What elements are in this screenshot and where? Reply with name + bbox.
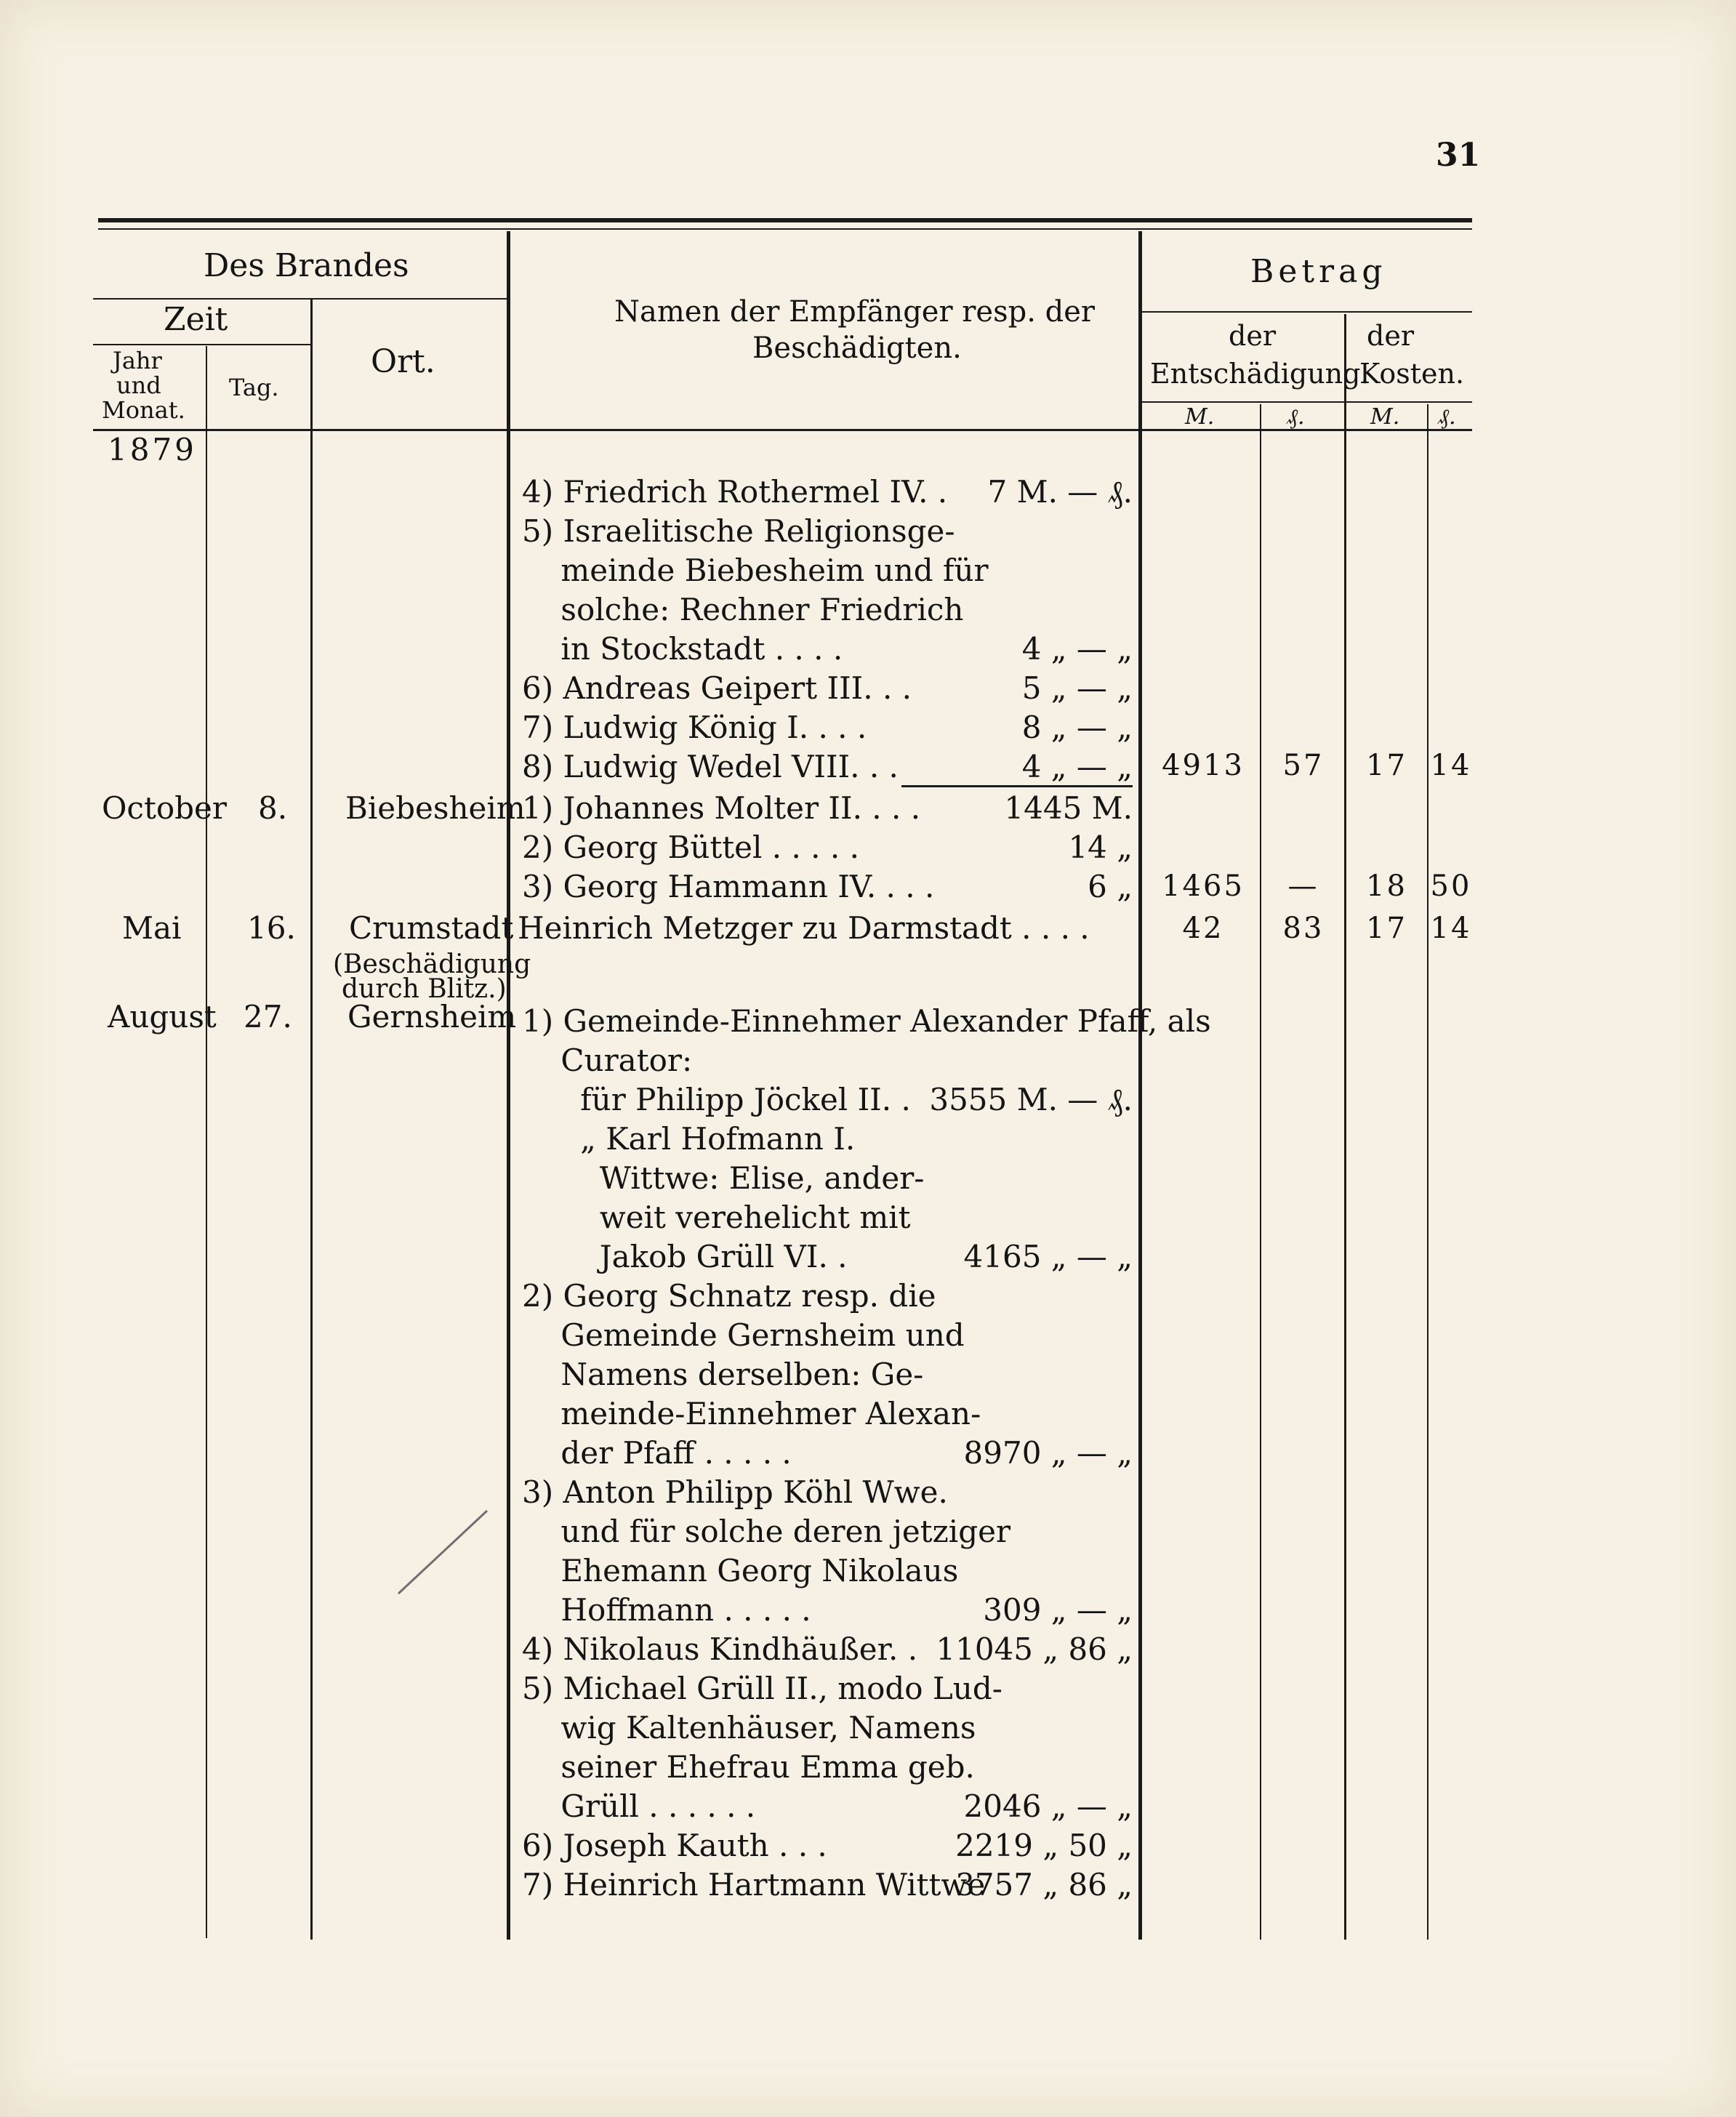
entry-line: Heinrich Metzger zu Darmstadt . . . . bbox=[518, 910, 1090, 946]
entry-line: 4) Nikolaus Kindhäußer. . bbox=[522, 1631, 918, 1667]
entry-line: 2) Georg Schnatz resp. die bbox=[522, 1278, 936, 1314]
entry-day: 16. bbox=[247, 910, 296, 946]
entry-place-note: (Beschädigung bbox=[333, 949, 531, 979]
header-namen-line2: Beschädigten. bbox=[752, 332, 962, 365]
entry-line: Wittwe: Elise, ander- bbox=[522, 1160, 925, 1196]
entry-line: „ Karl Hofmann I. bbox=[522, 1121, 856, 1157]
entry-amount: 6 „ bbox=[1088, 869, 1133, 904]
header-zeit: Zeit bbox=[164, 301, 228, 338]
rule-ort-left bbox=[310, 300, 313, 1940]
entry-line: wig Kaltenhäuser, Namens bbox=[522, 1710, 976, 1746]
rule-kost-pf bbox=[1427, 404, 1428, 1940]
header-betrag: Betrag bbox=[1250, 253, 1387, 290]
total-kost-mark: 18 bbox=[1366, 869, 1407, 903]
entry-amount: 8970 „ — „ bbox=[963, 1435, 1133, 1471]
total-ent-mark: 4913 bbox=[1162, 749, 1245, 782]
entry-line: Curator: bbox=[522, 1043, 693, 1078]
entry-place: Crumstadt bbox=[349, 910, 514, 946]
entry-line: 7) Ludwig König I. . . . bbox=[522, 710, 867, 745]
rule-ent-kosten bbox=[1344, 314, 1346, 1940]
entry-amount: 2046 „ — „ bbox=[963, 1788, 1133, 1824]
rule-ent-pf bbox=[1260, 404, 1261, 1940]
entry-line: 2) Georg Büttel . . . . . bbox=[522, 829, 859, 865]
header-kosten: Kosten. bbox=[1359, 358, 1465, 390]
entry-line: meinde-Einnehmer Alexan- bbox=[522, 1396, 981, 1431]
header-pf-kost: ₰. bbox=[1438, 404, 1456, 430]
header-ort: Ort. bbox=[371, 343, 435, 380]
entry-amount: 1445 M. bbox=[1004, 790, 1133, 826]
entry-day: 8. bbox=[258, 790, 288, 826]
header-und: und bbox=[116, 371, 161, 399]
entry-line: seiner Ehefrau Emma geb. bbox=[522, 1749, 975, 1785]
entry-amount: 5 „ — „ bbox=[1021, 670, 1133, 706]
entry-amount: 8 „ — „ bbox=[1021, 710, 1133, 745]
header-des-brandes: Des Brandes bbox=[204, 247, 409, 284]
entry-month: August bbox=[108, 999, 217, 1035]
entry-line: in Stockstadt . . . . bbox=[522, 631, 843, 667]
entry-line: 1) Gemeinde-Einnehmer Alexander Pfaff, als bbox=[522, 1003, 1211, 1039]
entry-amount: 4165 „ — „ bbox=[963, 1239, 1133, 1274]
total-ent-pf: 57 bbox=[1282, 749, 1325, 782]
total-ent-pf: — bbox=[1287, 869, 1319, 903]
entry-line: 1) Johannes Molter II. . . . bbox=[522, 790, 921, 826]
rule-header-bottom bbox=[93, 429, 1472, 431]
entry-line: Namens derselben: Ge- bbox=[522, 1357, 924, 1392]
entry-place: Gernsheim bbox=[347, 999, 517, 1035]
total-kost-mark: 17 bbox=[1366, 749, 1407, 782]
entry-month: October bbox=[102, 790, 227, 826]
entry-amount: 4 „ — „ bbox=[1021, 631, 1133, 667]
entry-line: 3) Georg Hammann IV. . . . bbox=[522, 869, 935, 904]
entry-amount: 4 „ — „ bbox=[1021, 749, 1133, 784]
header-entschaedigung: Entschädigung. bbox=[1150, 358, 1370, 390]
header-der-ent: der bbox=[1229, 320, 1276, 352]
entry-amount: 3757 „ 86 „ bbox=[955, 1867, 1133, 1903]
header-namen-line1: Namen der Empfänger resp. der bbox=[614, 295, 1096, 329]
year-label: 1879 bbox=[108, 432, 197, 467]
total-kost-pf: 14 bbox=[1430, 749, 1472, 782]
entry-line: weit verehelicht mit bbox=[522, 1200, 911, 1235]
entry-line: 6) Joseph Kauth . . . bbox=[522, 1828, 827, 1863]
top-rule-thick bbox=[98, 218, 1472, 222]
entry-amount: 7 M. — ₰. bbox=[987, 474, 1133, 510]
entry-line: Grüll . . . . . . bbox=[522, 1788, 756, 1824]
header-mark-kost: M. bbox=[1370, 404, 1400, 430]
header-pf-ent: ₰. bbox=[1287, 404, 1305, 430]
rule-names-left bbox=[507, 231, 510, 1940]
entry-line: 4) Friedrich Rothermel IV. . bbox=[522, 474, 948, 510]
pencil-mark bbox=[393, 1505, 494, 1599]
header-monat: Monat. bbox=[102, 396, 185, 424]
entry-line: Hoffmann . . . . . bbox=[522, 1592, 811, 1628]
entry-place: Biebesheim bbox=[345, 790, 526, 826]
page-number: 31 bbox=[1436, 137, 1481, 174]
entry-amount: 309 „ — „ bbox=[983, 1592, 1133, 1628]
rule-tag-left bbox=[206, 346, 207, 1938]
entry-amount: 14 „ bbox=[1068, 829, 1133, 865]
header-jahr: Jahr bbox=[113, 347, 162, 374]
entry-line: der Pfaff . . . . . bbox=[522, 1435, 792, 1471]
rule-des-brandes bbox=[93, 298, 507, 300]
entry-line: solche: Rechner Friedrich bbox=[522, 592, 964, 627]
header-tag: Tag. bbox=[229, 374, 279, 401]
header-mark-ent: M. bbox=[1185, 404, 1215, 430]
entry-line: für Philipp Jöckel II. . bbox=[522, 1082, 911, 1117]
total-ent-mark: 42 bbox=[1182, 912, 1224, 945]
total-kost-mark: 17 bbox=[1366, 912, 1407, 945]
entry-line: Jakob Grüll VI. . bbox=[522, 1239, 848, 1274]
total-kost-pf: 14 bbox=[1430, 912, 1472, 945]
entry-amount: 2219 „ 50 „ bbox=[955, 1828, 1133, 1863]
entry-place-note: durch Blitz.) bbox=[342, 974, 507, 1004]
header-der-kosten: der bbox=[1367, 320, 1414, 352]
entry-amount: 3555 M. — ₰. bbox=[929, 1082, 1133, 1117]
rule-betrag bbox=[1141, 311, 1472, 313]
entry-line: 7) Heinrich Hartmann Wittwe bbox=[522, 1867, 986, 1903]
entry-line: Gemeinde Gernsheim und bbox=[522, 1317, 965, 1353]
total-ent-mark: 1465 bbox=[1162, 869, 1245, 903]
total-ent-pf: 83 bbox=[1282, 912, 1325, 945]
entry-line: meinde Biebesheim und für bbox=[522, 553, 989, 588]
subtotal-rule bbox=[901, 785, 1133, 787]
top-rule-thin bbox=[98, 228, 1472, 230]
entry-line: Ehemann Georg Nikolaus bbox=[522, 1553, 959, 1588]
entry-month: Mai bbox=[122, 910, 182, 946]
entry-amount: 11045 „ 86 „ bbox=[936, 1631, 1133, 1667]
entry-line: 3) Anton Philipp Köhl Wwe. bbox=[522, 1474, 948, 1510]
entry-day: 27. bbox=[244, 999, 292, 1035]
entry-line: und für solche deren jetziger bbox=[522, 1514, 1011, 1549]
rule-names-right bbox=[1138, 231, 1142, 1940]
entry-line: 5) Michael Grüll II., modo Lud- bbox=[522, 1671, 1002, 1706]
total-kost-pf: 50 bbox=[1430, 869, 1472, 903]
rule-units-top bbox=[1141, 401, 1472, 403]
entry-line: 8) Ludwig Wedel VIII. . . bbox=[522, 749, 899, 784]
entry-line: 6) Andreas Geipert III. . . bbox=[522, 670, 912, 706]
entry-line: 5) Israelitische Religionsge- bbox=[522, 513, 955, 549]
rule-zeit bbox=[93, 344, 311, 345]
